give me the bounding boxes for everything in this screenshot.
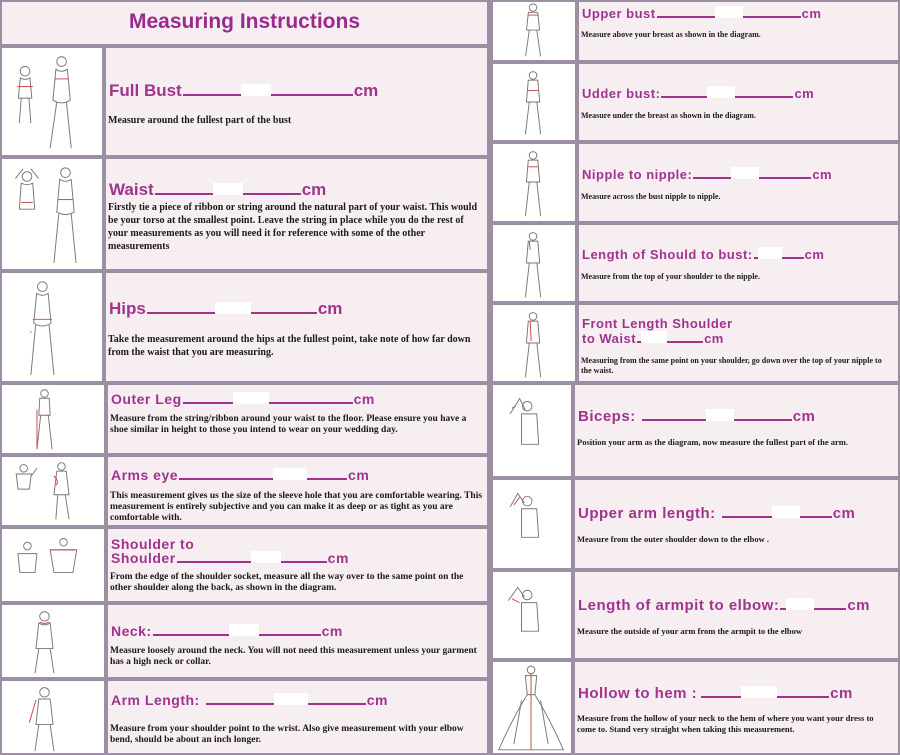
shoulder-to-bust-panel	[577, 223, 900, 303]
biceps-label: Biceps:	[578, 408, 636, 425]
shoulder-unit: cm	[327, 550, 349, 566]
nipple-to-nipple-panel	[577, 142, 900, 223]
hips-panel	[104, 271, 489, 383]
armpit-to-elbow-figure-icon	[491, 570, 573, 660]
armpit-to-elbow-panel	[573, 570, 900, 660]
nipple-to-nipple-description: Measure across the bust nipple to nipple.	[581, 192, 721, 201]
front-length-label-line1: Front Length Shoulder	[582, 316, 733, 331]
upper-bust-description: Measure above your breast as shown in the diagram.	[581, 30, 761, 39]
shoulder-to-bust-unit: cm	[804, 247, 825, 262]
outer-leg-description: Measure from the string/ribbon around your waist to the floor. Please ensure you have a shoe similar in height to those you intend to wear on your wedding day.	[110, 414, 467, 435]
hollow-to-hem-panel	[573, 660, 900, 755]
arms-eye-description: This measurement gives us the size of the sleeve hole that you are comfortable wearing. This measurement is entirely subjective and you can make it as deep or as tight as you are comfortable with.	[110, 491, 483, 523]
hips-unit: cm	[317, 299, 343, 318]
front-length-unit: cm	[704, 331, 724, 346]
biceps-description: Position your arm as the diagram, now measure the fullest part of the arm.	[577, 437, 848, 447]
hips-blank[interactable]	[147, 311, 317, 314]
arms-eye-blank[interactable]	[179, 477, 347, 480]
shoulder-to-bust-description: Measure from the top of your shoulder to the nipple.	[581, 272, 760, 281]
bust-measure-figure-icon	[0, 46, 104, 157]
arm-length-unit: cm	[366, 692, 388, 708]
upper-bust-label: Upper bust	[582, 6, 656, 21]
waist-description: Firstly tie a piece of ribbon or string around the natural part of your waist. This would be your torso at the smallest point. Leave the string in place while you do the rest of your measurements as you will need it for reference with some of the other measurements	[108, 202, 478, 252]
shoulder-figure-icon	[0, 527, 106, 603]
nipple-to-nipple-figure-icon	[491, 142, 577, 223]
shoulder-to-bust-label: Length of Should to bust:	[582, 247, 753, 262]
hollow-to-hem-figure-icon	[491, 660, 573, 755]
neck-panel	[106, 603, 489, 679]
biceps-unit: cm	[792, 408, 816, 425]
waist-label: Waist	[109, 180, 154, 199]
arms-eye-figure-icon	[0, 455, 106, 527]
upper-arm-unit: cm	[832, 505, 856, 522]
hollow-to-hem-unit: cm	[830, 685, 853, 702]
waist-unit: cm	[301, 180, 327, 199]
upper-arm-label: Upper arm length:	[578, 505, 716, 522]
outer-leg-unit: cm	[353, 391, 375, 407]
shoulder-label-line1: Shoulder to	[111, 536, 195, 552]
outer-leg-figure-icon	[0, 383, 106, 455]
under-bust-label: Udder bust:	[582, 86, 661, 101]
waist-measure-figure-icon	[0, 157, 104, 271]
neck-label: Neck:	[111, 623, 152, 639]
full-bust-panel	[104, 46, 489, 157]
hollow-to-hem-blank[interactable]	[701, 695, 829, 698]
page-title: Measuring Instructions	[128, 10, 361, 33]
hollow-to-hem-label: Hollow to hem :	[578, 685, 698, 702]
shoulder-label: Shoulder	[111, 550, 176, 566]
full-bust-label: Full Bust	[109, 81, 182, 100]
front-length-blank[interactable]	[637, 340, 703, 343]
upper-arm-description: Measure from the outer shoulder down to the elbow .	[577, 534, 770, 544]
upper-bust-unit: cm	[801, 6, 822, 21]
shoulder-description: From the edge of the shoulder socket, measure all the way over to the same point on the other shoulder along the back, as shown in the diagram.	[110, 572, 464, 593]
hips-description: Take the measurement around the hips at the fullest point, take note of how far down from the waist that you are measuring.	[108, 334, 471, 358]
biceps-figure-icon	[491, 383, 573, 478]
upper-bust-panel	[577, 0, 900, 62]
under-bust-description: Measure under the breast as shown in the diagram.	[581, 111, 756, 120]
upper-arm-figure-icon	[491, 478, 573, 570]
shoulder-panel	[106, 527, 489, 603]
waist-blank[interactable]	[155, 192, 301, 195]
arm-length-figure-icon	[0, 679, 106, 755]
neck-description: Measure loosely around the neck. You will not need this measurement unless your garment has a high neck or collar.	[110, 646, 477, 667]
nipple-to-nipple-label: Nipple to nipple:	[582, 167, 693, 182]
full-bust-blank[interactable]	[183, 93, 353, 96]
armpit-to-elbow-blank[interactable]	[780, 607, 846, 610]
arms-eye-unit: cm	[348, 467, 370, 483]
armpit-to-elbow-description: Measure the outside of your arm from the armpit to the elbow	[577, 626, 802, 636]
outer-leg-panel	[106, 383, 489, 455]
neck-unit: cm	[321, 623, 343, 639]
shoulder-blank[interactable]	[177, 560, 327, 563]
upper-arm-panel	[573, 478, 900, 570]
hips-label: Hips	[109, 299, 146, 318]
biceps-panel	[573, 383, 900, 478]
under-bust-figure-icon	[491, 62, 577, 142]
hips-measure-figure-icon	[0, 271, 104, 383]
arm-length-blank[interactable]	[206, 702, 366, 705]
hollow-to-hem-description: Measure from the hollow of your neck to the hem of where you want your dress to come to. Stand very straight when taking this measurement.	[577, 713, 874, 734]
upper-bust-figure-icon	[491, 0, 577, 62]
armpit-to-elbow-label: Length of armpit to elbow:	[578, 597, 780, 614]
upper-arm-blank[interactable]	[722, 515, 832, 518]
outer-leg-label: Outer Leg	[111, 391, 182, 407]
arms-eye-panel	[106, 455, 489, 527]
front-length-panel	[577, 303, 900, 383]
nipple-to-nipple-blank[interactable]	[693, 176, 811, 179]
neck-blank[interactable]	[153, 633, 321, 636]
neck-figure-icon	[0, 603, 106, 679]
arm-length-panel	[106, 679, 489, 755]
shoulder-to-bust-figure-icon	[491, 223, 577, 303]
front-length-figure-icon	[491, 303, 577, 383]
armpit-to-elbow-unit: cm	[847, 597, 871, 614]
nipple-to-nipple-unit: cm	[812, 167, 833, 182]
arm-length-description: Measure from your shoulder point to the wrist. Also give measurement with your elbow bend, should be about an inch longer.	[110, 724, 464, 745]
front-length-label: to Waist	[582, 331, 637, 346]
under-bust-panel	[577, 62, 900, 142]
shoulder-to-bust-blank[interactable]	[754, 256, 804, 259]
upper-bust-blank[interactable]	[657, 15, 801, 18]
full-bust-description: Measure around the fullest part of the bust	[108, 115, 292, 126]
arm-length-label: Arm Length:	[111, 692, 200, 708]
outer-leg-blank[interactable]	[183, 401, 353, 404]
waist-panel	[104, 157, 489, 271]
full-bust-unit: cm	[353, 81, 379, 100]
arms-eye-label: Arms eye	[111, 467, 179, 483]
under-bust-blank[interactable]	[661, 95, 793, 98]
biceps-blank[interactable]	[642, 418, 792, 421]
front-length-description: Measuring from the same point on your shoulder, go down over the top of your nipple to the waist.	[581, 356, 882, 375]
under-bust-unit: cm	[794, 86, 815, 101]
title-bar	[0, 0, 489, 46]
